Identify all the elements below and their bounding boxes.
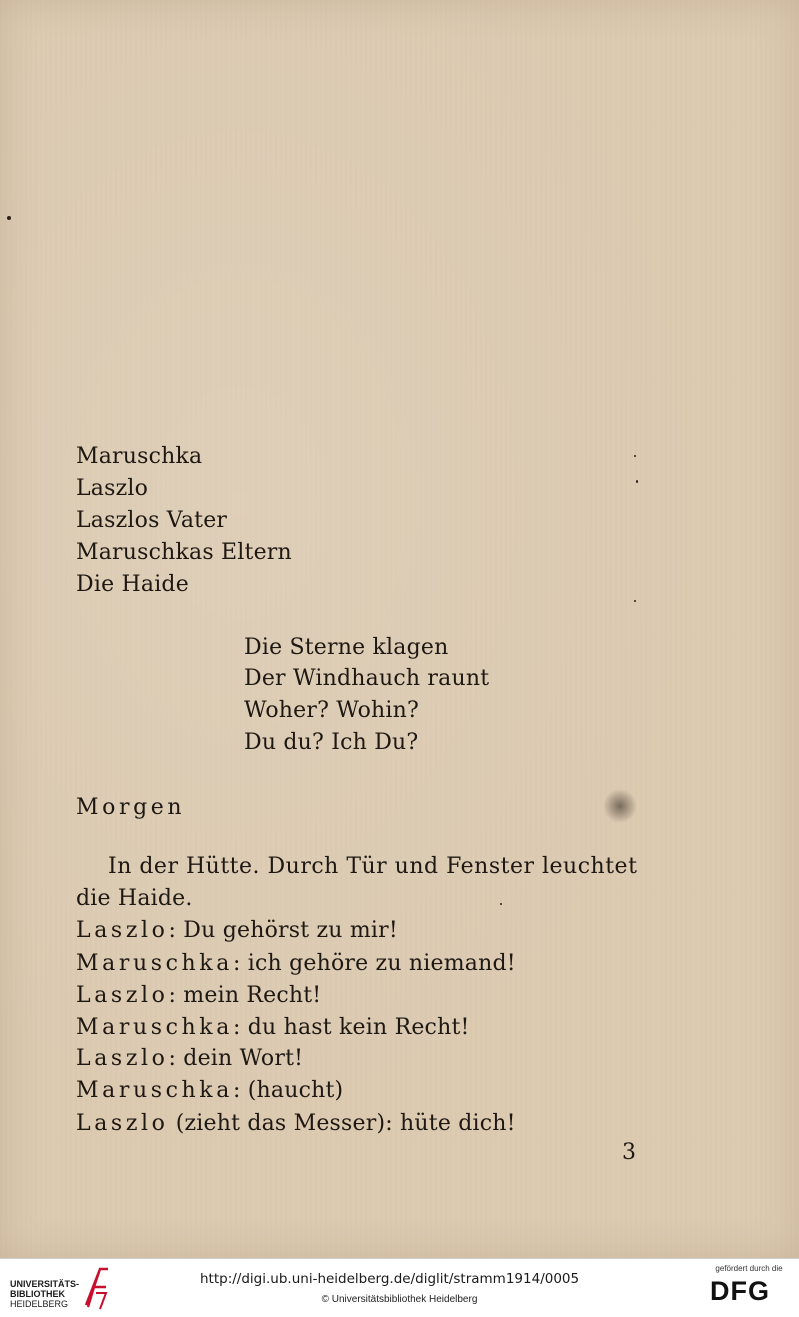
library-name-line3: HEIDELBERG xyxy=(10,1299,69,1309)
speaker-name: Laszlo xyxy=(76,1046,169,1071)
motto-line: Woher? Wohin? xyxy=(244,698,419,723)
speaker-name: Maruschka xyxy=(76,951,233,976)
dialogue-text: : dein Wort! xyxy=(168,1046,304,1071)
dialogue-line xyxy=(76,1110,516,1138)
scene-heading: Morgen xyxy=(76,795,186,820)
speaker-name: Maruschka xyxy=(76,1078,233,1103)
dialogue-line xyxy=(76,1045,303,1073)
page-number: 3 xyxy=(622,1140,637,1165)
stage-direction-line: In der Hütte. Durch Tür und Fenster leuchtet xyxy=(108,854,638,879)
stage-direction-line: die Haide. xyxy=(76,886,193,911)
viewer-footer xyxy=(0,1258,799,1317)
cast-line: Maruschkas Eltern xyxy=(76,540,292,565)
paper-speck xyxy=(636,480,638,483)
library-name-line1: UNIVERSITÄTS- xyxy=(10,1279,80,1289)
speaker-name: Laszlo xyxy=(76,918,169,943)
motto-line: Die Sterne klagen xyxy=(244,635,449,660)
dialogue-line xyxy=(76,982,321,1010)
paper-speck xyxy=(634,600,636,602)
dialogue-line xyxy=(76,1014,470,1042)
motto-line: Du du? Ich Du? xyxy=(244,730,419,755)
dialogue-text: : Du gehörst zu mir! xyxy=(168,918,398,943)
cast-line: Maruschka xyxy=(76,444,203,469)
dialogue-line xyxy=(76,917,398,945)
dialogue-line xyxy=(76,950,516,978)
cast-line: Laszlo xyxy=(76,476,149,501)
library-name-line2: BIBLIOTHEK xyxy=(10,1289,65,1299)
copyright-notice: © Universitätsbibliothek Heidelberg xyxy=(321,1294,478,1305)
speaker-name: Laszlo xyxy=(76,983,169,1008)
dialogue-text: (zieht das Messer): hüte dich! xyxy=(168,1111,516,1136)
paper-speck xyxy=(500,903,502,905)
dialogue-text: : ich gehöre zu niemand! xyxy=(232,951,516,976)
funding-logo[interactable] xyxy=(706,1264,792,1312)
dialogue-text: : (haucht) xyxy=(232,1078,344,1103)
cast-line: Die Haide xyxy=(76,572,189,597)
funding-caption: gefördert durch die xyxy=(715,1264,783,1273)
dfg-logo: DFG xyxy=(710,1276,770,1306)
permalink-url[interactable]: http://digi.ub.uni-heidelberg.de/diglit/stramm1914/0005 xyxy=(200,1271,580,1287)
speaker-name: Maruschka xyxy=(76,1015,233,1040)
cast-line: Laszlos Vater xyxy=(76,508,228,533)
paper-speck xyxy=(634,455,636,457)
paper-speck xyxy=(7,216,11,220)
motto-line: Der Windhauch raunt xyxy=(244,666,490,691)
speaker-name: Laszlo xyxy=(76,1111,169,1136)
dialogue-line xyxy=(76,1077,343,1105)
dialogue-text: : du hast kein Recht! xyxy=(232,1015,470,1040)
ink-blotch xyxy=(604,790,636,822)
dialogue-text: : mein Recht! xyxy=(168,983,322,1008)
